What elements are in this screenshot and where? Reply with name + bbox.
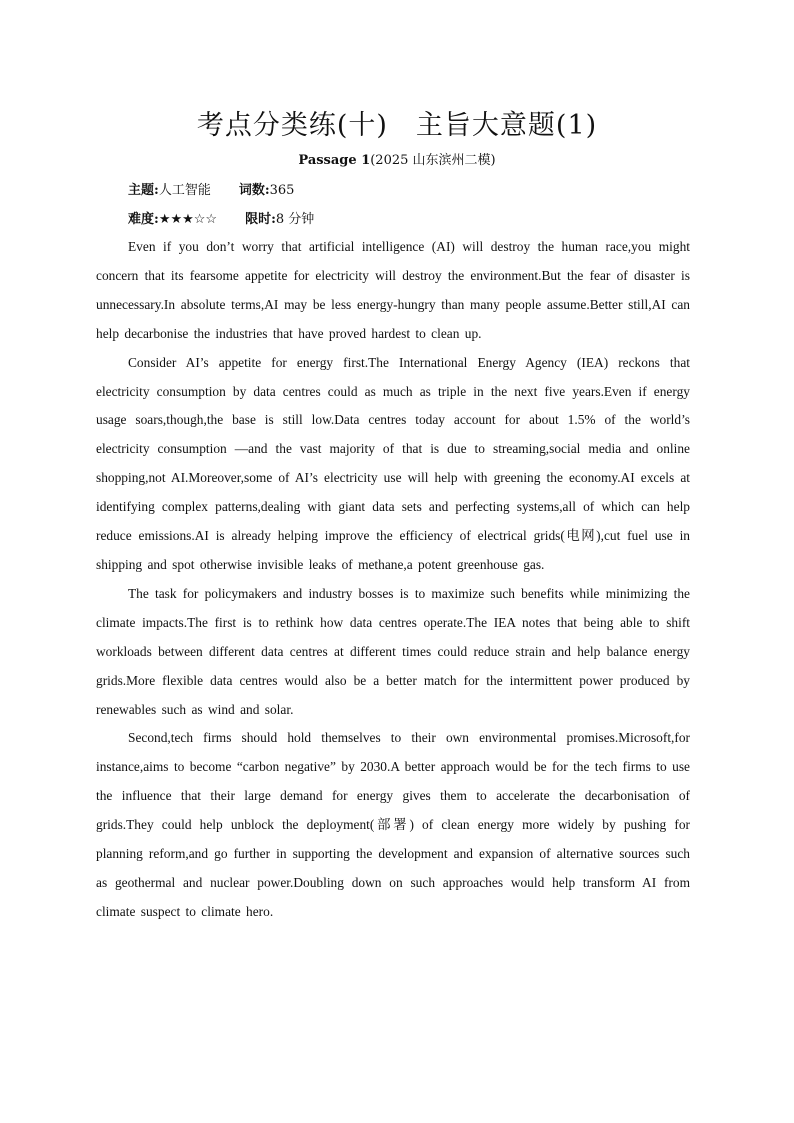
words-label: 词数: (238, 183, 270, 198)
time-label: 限时: (245, 212, 276, 227)
passage-heading (0, 149, 794, 168)
difficulty-stars: ★★★☆☆ (158, 212, 218, 227)
topic-value: 人工智能 (158, 183, 211, 198)
words-value: 365 (269, 183, 295, 198)
paragraph: Consider AI’s appetite for energy first.The International Energy Agency (IEA) reckons that electricity consumption by data centres could as much as triple in the next five years.Even if energy usage soars,though,the base is still low.Data centres today account for about 1.5% of the world’s electricity consumption —and the vast majority of that is due to streaming,social media and online shopping,not AI.Moreover,some of AI’s electricity use will help with greening the economy.AI excels at identifying complex patterns,dealing with giant data sets and perfecting systems,all of which can help reduce emissions.AI is already helping improve the efficiency of electrical grids(电网),cut fuel use in shipping and spot otherwise invisible leaks of methane,a potent greenhouse gas. (96, 354, 690, 572)
passage-label: Passage 1 (298, 153, 371, 168)
passage-body (96, 233, 690, 927)
topic-label: 主题: (128, 183, 159, 198)
meta-row-difficulty (128, 208, 314, 227)
paragraph: Second,tech firms should hold themselves to their own environmental promises.Microsoft,for instance,aims to become “carbon negative” by 2030.A better approach would be for the tech firms to use the influence that their large demand for energy gives them to accelerate the decarbonisation of grids.They could help unblock the deployment(部署) of clean energy more widely by pushing for planning reform,and go further in supporting the development and expansion of alternative sources such as geothermal and nuclear power.Doubling down on such approaches would help transform AI from climate suspect to climate hero. (96, 730, 690, 919)
passage-source: (2025 山东滨州二模) (370, 153, 496, 168)
paragraph: The task for policymakers and industry bosses is to maximize such benefits while minimizing the climate impacts.The first is to rethink how data centres operate.The IEA notes that being able to shift workloads between different data centres at different times could reduce strain and help balance energy grids.More flexible data centres would also be a better match for the intermittent power produced by renewables such as wind and solar. (96, 585, 690, 717)
page-title: 考点分类练(十) 主旨大意题(1) (196, 110, 598, 141)
meta-row-topic (128, 179, 294, 198)
paragraph: Even if you don’t worry that artificial intelligence (AI) will destroy the human race,you might concern that its fearsome appetite for electricity will destroy the environment.But the fear of disaster is unnecessary.In absolute terms,AI may be less energy-hungry than many people assume.Better still,AI can help decarbonise the industries that have proved hardest to clean up. (96, 239, 690, 341)
time-value: 8 分钟 (275, 212, 315, 227)
difficulty-label: 难度: (128, 212, 159, 227)
